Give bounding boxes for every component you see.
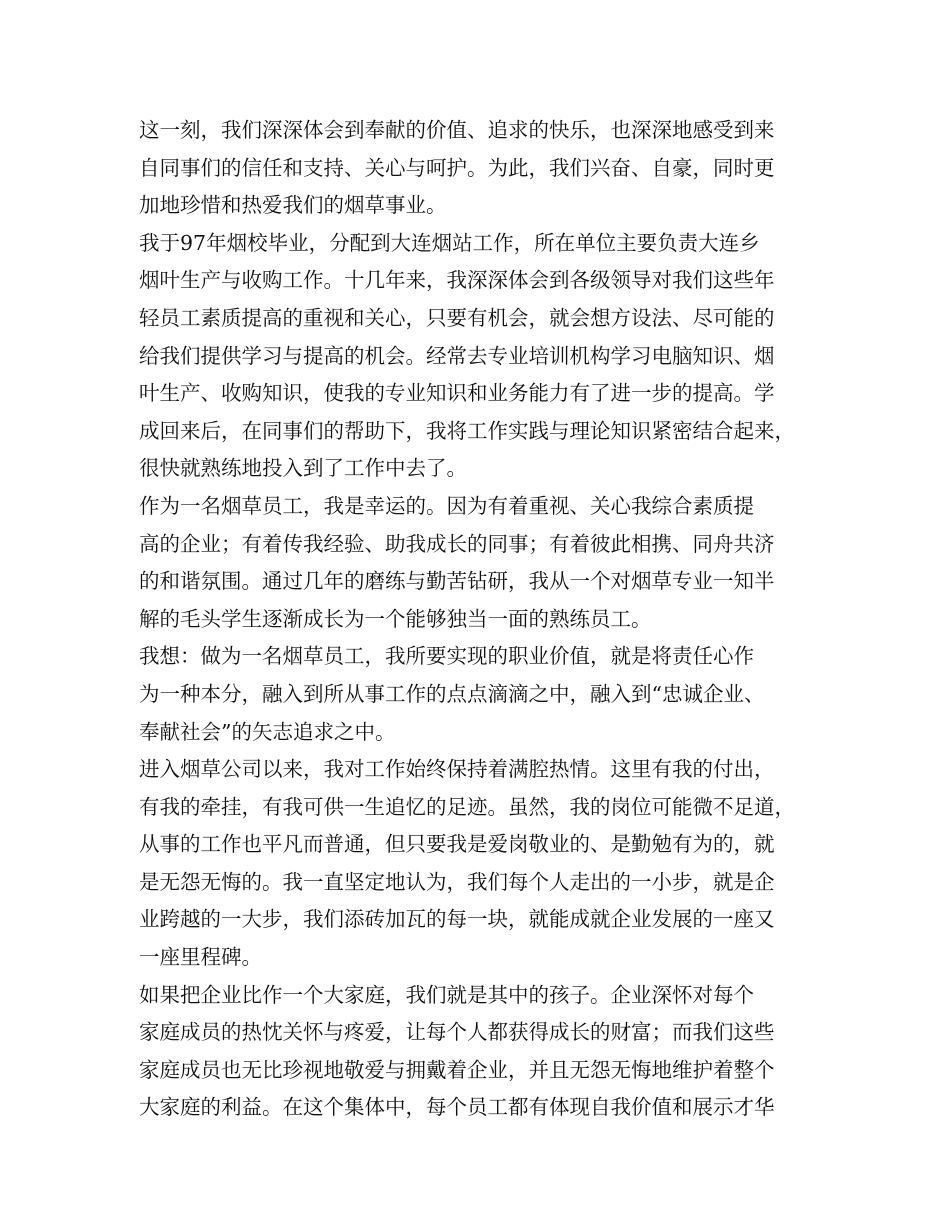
text-line: 有我的牵挂，有我可供一生追忆的足迹。虽然，我的岗位可能微不足道， <box>139 794 795 819</box>
text-line: 成回来后，在同事们的帮助下，我将工作实践与理论知识紧密结合起来， <box>139 418 795 443</box>
text-line: 这一刻，我们深深体会到奉献的价值、追求的快乐，也深深地感受到来 <box>139 118 775 142</box>
text-line: 给我们提供学习与提高的机会。经常去专业培训机构学习电脑知识、烟 <box>139 343 775 368</box>
text-line: 叶生产、收购知识，使我的专业知识和业务能力有了进一步的提高。学 <box>139 381 775 406</box>
text-line: 我于97年烟校毕业，分配到大连烟站工作，所在单位主要负责大连乡 <box>139 230 760 255</box>
text-line: 很快就熟练地投入到了工作中去了。 <box>139 456 467 481</box>
text-line: 轻员工素质提高的重视和关心，只要有机会，就会想方设法、尽可能的 <box>139 305 775 330</box>
text-line: 自同事们的信任和支持、关心与呵护。为此，我们兴奋、自豪，同时更 <box>139 155 775 180</box>
text-line: 进入烟草公司以来，我对工作始终保持着满腔热情。这里有我的付出， <box>139 757 775 782</box>
text-line: 我想：做为一名烟草员工，我所要实现的职业价值，就是将责任心作 <box>139 644 754 669</box>
text-line: 业跨越的一大步，我们添砖加瓦的每一块，就能成就企业发展的一座又 <box>139 907 775 932</box>
text-line: 从事的工作也平凡而普通，但只要我是爱岗敬业的、是勤勉有为的，就 <box>139 832 775 857</box>
text-line: 解的毛头学生逐渐成长为一个能够独当一面的熟练员工。 <box>139 606 652 631</box>
text-line: 加地珍惜和热爱我们的烟草事业。 <box>139 193 447 218</box>
text-line: 烟叶生产与收购工作。十几年来，我深深体会到各级领导对我们这些年 <box>139 268 775 293</box>
text-line: 奉献社会”的矢志追求之中。 <box>139 719 396 744</box>
text-line: 是无怨无悔的。我一直坚定地认为，我们每个人走出的一小步，就是企 <box>139 869 775 894</box>
text-line: 家庭成员也无比珍视地敬爱与拥戴着企业，并且无怨无悔地维护着整个 <box>139 1057 775 1082</box>
text-line: 作为一名烟草员工，我是幸运的。因为有着重视、关心我综合素质提 <box>139 493 754 518</box>
text-line: 一座里程碑。 <box>139 945 262 970</box>
text-line: 高的企业；有着传我经验、助我成长的同事；有着彼此相携、同舟共济 <box>139 531 775 556</box>
text-line: 大家庭的利益。在这个集体中，每个员工都有体现自我价值和展示才华 <box>139 1095 775 1120</box>
text-line: 为一种本分，融入到所从事工作的点点滴滴之中，融入到“忠诚企业、 <box>139 681 765 706</box>
text-line: 的和谐氛围。通过几年的磨练与勤苦钻研，我从一个对烟草专业一知半 <box>139 569 775 594</box>
document-body <box>139 112 819 1127</box>
text-line: 家庭成员的热忱关怀与疼爱，让每个人都获得成长的财富；而我们这些 <box>139 1020 775 1045</box>
text-line: 如果把企业比作一个大家庭，我们就是其中的孩子。企业深怀对每个 <box>139 982 754 1007</box>
